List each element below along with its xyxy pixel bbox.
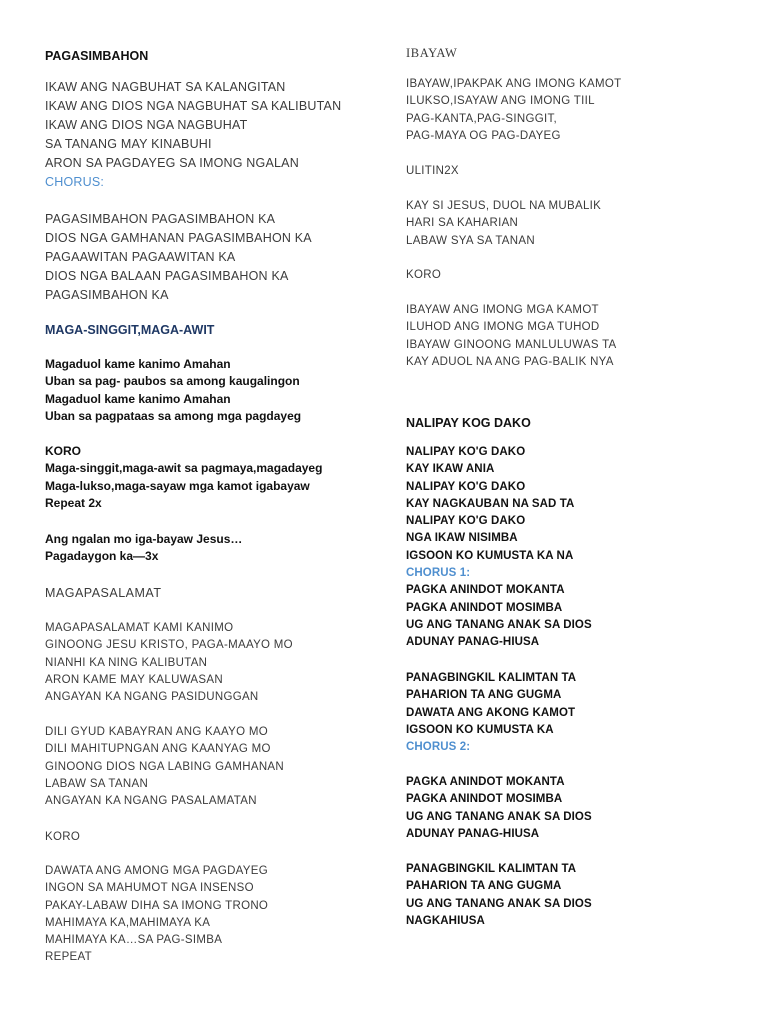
lyric-line: IKAW ANG DIOS NGA NAGBUHAT xyxy=(45,117,248,132)
lyric-line: IKAW ANG NAGBUHAT SA KALANGITAN xyxy=(45,79,286,94)
lyric-line: NAGKAHIUSA xyxy=(406,914,485,927)
lyric-line: Ang ngalan mo iga-bayaw Jesus… xyxy=(45,532,243,546)
lyric-line: ADUNAY PANAG-HIUSA xyxy=(406,827,540,840)
repeat-note: Repeat 2x xyxy=(45,495,102,510)
lyric-line: PAGKA ANINDOT MOSIMBA xyxy=(406,601,563,614)
ending xyxy=(45,531,242,566)
song-title: PAGASIMBAHON xyxy=(45,49,149,63)
lyric-line: DILI MAHITUPNGAN ANG KAANYAG MO xyxy=(45,743,271,756)
lyric-line: UG ANG TANANG ANAK SA DIOS xyxy=(406,618,592,631)
lyric-line: PAKAY-LABAW DIHA SA IMONG TRONO xyxy=(45,899,269,912)
lyric-line: HARI SA KAHARIAN xyxy=(406,217,519,230)
lyric-line: Maga-singgit,maga-awit sa pagmaya,magadayeg xyxy=(45,461,323,476)
lyric-line: IKAW ANG DIOS NGA NAGBUHAT SA KALIBUTAN xyxy=(45,98,342,113)
lyric-line: IGSOON KO KUMUSTA KA NA xyxy=(406,549,574,562)
lyric-line: PANAGBINGKIL KALIMTAN TA xyxy=(406,672,577,684)
lyric-line: Pagadaygon ka—3x xyxy=(45,549,159,564)
lyric-line: PAHARION TA ANG GUGMA xyxy=(406,689,562,702)
lyric-line: PAGKA ANINDOT MOSIMBA xyxy=(406,793,563,806)
lyric-line: IBAYAW GINOONG MANLULUWAS TA xyxy=(406,338,617,351)
lyric-line: ANGAYAN KA NGANG PASALAMATAN xyxy=(45,795,257,808)
lyric-line: Maga-lukso,maga-sayaw mga kamot igabayaw xyxy=(45,478,310,493)
song-title: NALIPAY KOG DAKO xyxy=(406,416,531,430)
chorus-label: CHORUS: xyxy=(45,174,105,189)
verse xyxy=(45,620,293,706)
lyric-line: KAY ADUOL NA ANG PAG-BALIK NYA xyxy=(406,355,614,368)
lyric-line: LABAW SA TANAN xyxy=(45,777,149,790)
lyric-line: NIANHI KA NING KALIBUTAN xyxy=(45,656,208,669)
lyric-line: UG ANG TANANG ANAK SA DIOS xyxy=(406,897,592,910)
verse xyxy=(45,78,341,192)
repeat-note: REPEAT xyxy=(45,951,92,964)
verse xyxy=(406,444,592,652)
lyric-line: ADUNAY PANAG-HIUSA xyxy=(406,636,540,649)
lyric-line: IBAYAW ANG IMONG MGA KAMOT xyxy=(406,304,599,316)
verse xyxy=(406,302,617,371)
lyric-line: Uban sa pagpataas sa among mga pagdayeg xyxy=(45,408,302,423)
chorus-label: CHORUS 2: xyxy=(406,741,471,754)
lyric-line: PAGKA ANINDOT MOKANTA xyxy=(406,776,565,788)
lyric-line: KAY SI JESUS, DUOL NA MUBALIK xyxy=(406,200,602,212)
lyric-line: SA TANANG MAY KINABUHI xyxy=(45,136,212,151)
lyric-line: LABAW SYA SA TANAN xyxy=(406,234,535,247)
lyric-line: KAY NAGKAUBAN NA SAD TA xyxy=(406,497,575,510)
lyric-line: ILUKSO,ISAYAW ANG IMONG TIIL xyxy=(406,95,595,108)
verse xyxy=(45,863,268,967)
lyric-line: Uban sa pag- paubos sa among kaugalingon xyxy=(45,374,300,389)
lyric-line: GINOONG JESU KRISTO, PAGA-MAAYO MO xyxy=(45,639,293,652)
lyric-line: DIOS NGA GAMHANAN PAGASIMBAHON KA xyxy=(45,230,312,245)
lyric-line: GINOONG DIOS NGA LABING GAMHANAN xyxy=(45,760,284,773)
lyric-line: NALIPAY KO'G DAKO xyxy=(406,480,526,493)
song-title: MAGAPASALAMAT xyxy=(45,586,162,600)
chorus xyxy=(45,210,312,305)
lyric-line: Magaduol kame kanimo Amahan xyxy=(45,357,231,371)
lyric-line: ANGAYAN KA NGANG PASIDUNGGAN xyxy=(45,691,259,704)
verse xyxy=(45,724,284,810)
lyric-line: INGON SA MAHUMOT NGA INSENSO xyxy=(45,882,254,895)
lyric-line: DAWATA ANG AKONG KAMOT xyxy=(406,706,576,719)
lyric-line: NALIPAY KO'G DAKO xyxy=(406,515,526,528)
lyric-line: IGSOON KO KUMUSTA KA xyxy=(406,723,554,736)
lyric-line: ARON SA PAGDAYEG SA IMONG NGALAN xyxy=(45,155,299,170)
lyric-line: IBAYAW,IPAKPAK ANG IMONG KAMOT xyxy=(406,78,622,90)
chorus-label: CHORUS 1: xyxy=(406,567,471,580)
lyric-line: PAHARION TA ANG GUGMA xyxy=(406,880,562,893)
koro-label: KORO xyxy=(45,831,81,843)
lyric-line: PAGKA ANINDOT MOKANTA xyxy=(406,584,565,597)
koro-label: KORO xyxy=(45,444,81,458)
lyric-line: KAY IKAW ANIA xyxy=(406,463,495,476)
lyric-line: NGA IKAW NISIMBA xyxy=(406,532,518,545)
song-title: MAGA-SINGGIT,MAGA-AWIT xyxy=(45,323,215,337)
lyric-line: MAHIMAYA KA,MAHIMAYA KA xyxy=(45,916,211,929)
koro-label: KORO xyxy=(406,269,442,281)
lyric-line: PAG-KANTA,PAG-SINGGIT, xyxy=(406,112,558,125)
chorus xyxy=(406,774,592,843)
repeat-note: ULITIN2X xyxy=(406,165,459,177)
lyric-line: DILI GYUD KABAYRAN ANG KAAYO MO xyxy=(45,726,268,738)
lyric-line: DAWATA ANG AMONG MGA PAGDAYEG xyxy=(45,865,268,877)
verse xyxy=(45,356,301,425)
lyric-line: PAG-MAYA OG PAG-DAYEG xyxy=(406,129,561,142)
verse xyxy=(406,198,601,250)
lyric-line: MAHIMAYA KA…SA PAG-SIMBA xyxy=(45,934,223,947)
lyric-line: UG ANG TANANG ANAK SA DIOS xyxy=(406,810,592,823)
lyric-line: PAGAAWITAN PAGAAWITAN KA xyxy=(45,249,236,264)
verse xyxy=(406,76,621,145)
lyric-line: PAGASIMBAHON PAGASIMBAHON KA xyxy=(45,211,276,226)
lyric-line: ARON KAME MAY KALUWASAN xyxy=(45,673,223,686)
lyric-line: ILUHOD ANG IMONG MGA TUHOD xyxy=(406,321,600,334)
lyric-line: PANAGBINGKIL KALIMTAN TA xyxy=(406,863,577,875)
lyric-line: Magaduol kame kanimo Amahan xyxy=(45,391,231,406)
lyric-line: DIOS NGA BALAAN PAGASIMBAHON KA xyxy=(45,268,289,283)
bridge xyxy=(406,861,592,930)
song-title: IBAYAW xyxy=(406,46,458,60)
bridge xyxy=(406,670,576,756)
koro xyxy=(45,443,322,512)
lyric-line: PAGASIMBAHON KA xyxy=(45,287,169,302)
lyric-line: MAGAPASALAMAT KAMI KANIMO xyxy=(45,622,234,634)
lyric-line: NALIPAY KO'G DAKO xyxy=(406,446,526,458)
